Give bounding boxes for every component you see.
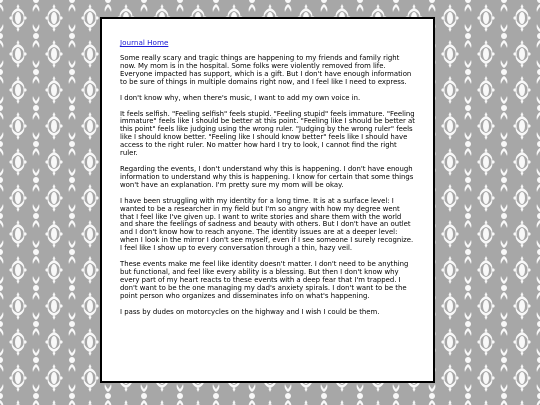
journal-entry-card (100, 17, 435, 383)
entry-paragraph: Regarding the events, I don't understand why this is happening. I don't have enough information to understand why this is happening. I know for certain that some things won't have an explanation. I'm pretty sure my mom will be okay. (120, 164, 414, 189)
entry-paragraph: I don't know why, when there's music, I want to add my own voice in. (120, 93, 361, 102)
entry-paragraph: I have been struggling with my identity for a long time. It is at a surface level: I wanted to be a researcher in my field but I'm so angry with how my degree went that I feel like I've given up. I want to write stories and share them with the world and share the feelings of sadness and beauty with others. But I don't have an outlet and I don't know how to reach anyone. The identity issues are at a deeper level: when I look in the mirror I don't see myself, even if I see someone I surely recognize. I feel like I show up to every conversation through a thin, hazy veil. (120, 196, 414, 253)
entry-paragraph: It feels selfish. "Feeling selfish" feels stupid. "Feeling stupid" feels immature. "Feeling immature" feels like I should be better at this point. "Feeling like I should be better at this point" feels like judging using the wrong ruler. "Judging by the wrong ruler" feels like I should know better. "Feeling like I should know better" feels like I should have access to the right ruler. No matter how hard I try to look, I cannot find the right ruler. (120, 109, 415, 158)
entry-paragraph: Some really scary and tragic things are happening to my friends and family right now. My mom is in the hospital. Some folks were violently removed from life. Everyone impacted has support, which is a gift. But I don't have enough information to be sure of things in multiple domains right now, and I feel like I need to express. (120, 54, 412, 86)
journal-home-link[interactable]: Journal Home (120, 38, 169, 47)
entry-paragraph: I pass by dudes on motorcycles on the highway and I wish I could be them. (120, 307, 380, 316)
entry-paragraph: These events make me feel like identity doesn't matter. I don't need to be anything but functional, and feel like every ability is a blessing. But then I don't know why every part of my heart reacts to these events with a deep fear that I'm trapped. I don't want to be the one managing my dad's anxiety spirals. I don't want to be the point person who organizes and disseminates info on what's happening. (120, 260, 409, 300)
